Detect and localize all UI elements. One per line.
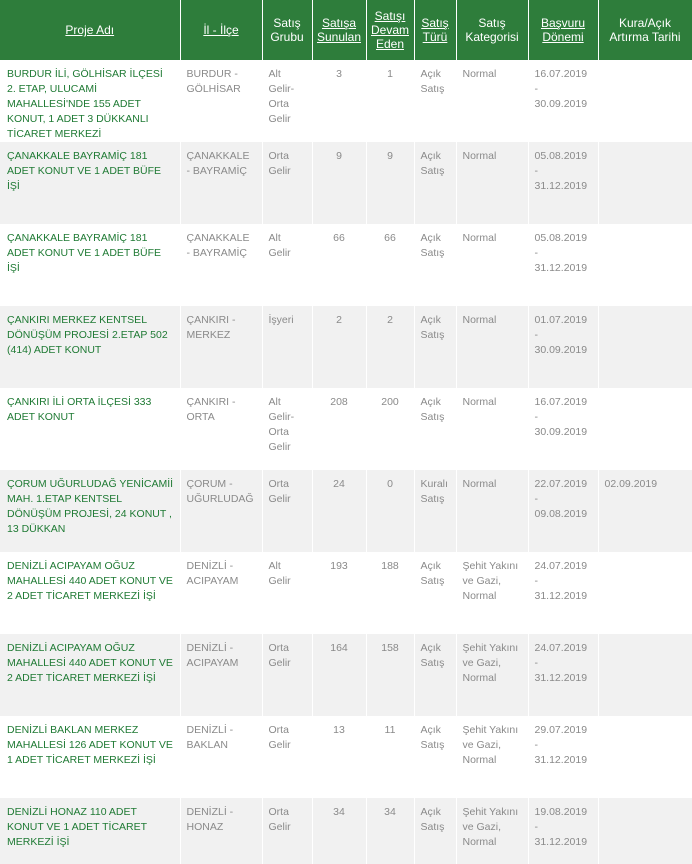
cell-category: Normal (456, 306, 528, 388)
cell-project[interactable]: ÇANKIRI MERKEZ KENTSEL DÖNÜŞÜM PROJESİ 2.ETAP 502 (414) ADET KONUT (0, 306, 180, 388)
cell-ongoing: 2 (366, 306, 414, 388)
cell-project[interactable]: ÇANKIRI İLİ ORTA İLÇESİ 333 ADET KONUT (0, 388, 180, 470)
cell-offered: 34 (312, 798, 366, 864)
cell-group: Orta Gelir (262, 716, 312, 798)
cell-type: Açık Satış (414, 142, 456, 224)
cell-group: Orta Gelir (262, 634, 312, 716)
cell-offered: 208 (312, 388, 366, 470)
cell-period: 24.07.2019 - 31.12.2019 (528, 552, 598, 634)
cell-province: ÇANAKKALE - BAYRAMİÇ (180, 224, 262, 306)
cell-project[interactable]: DENİZLİ ACIPAYAM OĞUZ MAHALLESİ 440 ADET KONUT VE 2 ADET TİCARET MERKEZİ İŞİ (0, 634, 180, 716)
cell-group: Alt Gelir-Orta Gelir (262, 60, 312, 142)
cell-category: Şehit Yakını ve Gazi, Normal (456, 798, 528, 864)
cell-category: Şehit Yakını ve Gazi, Normal (456, 716, 528, 798)
col-ongoing[interactable] (366, 0, 414, 60)
cell-lottery (598, 634, 692, 716)
cell-type: Açık Satış (414, 634, 456, 716)
col-sales-category (456, 0, 528, 60)
cell-ongoing: 9 (366, 142, 414, 224)
cell-category: Şehit Yakını ve Gazi, Normal (456, 634, 528, 716)
cell-category: Normal (456, 470, 528, 552)
cell-type: Açık Satış (414, 224, 456, 306)
cell-project[interactable]: ÇANAKKALE BAYRAMİÇ 181 ADET KONUT VE 1 ADET BÜFE İŞİ (0, 142, 180, 224)
cell-period: 05.08.2019 - 31.12.2019 (528, 224, 598, 306)
table-row[interactable] (0, 142, 692, 224)
cell-category: Şehit Yakını ve Gazi, Normal (456, 552, 528, 634)
cell-period: 29.07.2019 - 31.12.2019 (528, 716, 598, 798)
cell-offered: 193 (312, 552, 366, 634)
cell-offered: 13 (312, 716, 366, 798)
cell-lottery (598, 60, 692, 142)
cell-lottery (598, 224, 692, 306)
cell-ongoing: 34 (366, 798, 414, 864)
cell-lottery (598, 142, 692, 224)
cell-type: Açık Satış (414, 60, 456, 142)
col-sales-group (262, 0, 312, 60)
table-row[interactable] (0, 798, 692, 864)
cell-type: Kuralı Satış (414, 470, 456, 552)
cell-group: Orta Gelir (262, 798, 312, 864)
cell-type: Açık Satış (414, 388, 456, 470)
cell-type: Açık Satış (414, 798, 456, 864)
cell-ongoing: 200 (366, 388, 414, 470)
sort-link-ongoing[interactable]: Satışı Devam Eden (370, 9, 409, 51)
table-row[interactable] (0, 470, 692, 552)
cell-ongoing: 11 (366, 716, 414, 798)
cell-lottery (598, 716, 692, 798)
cell-province: DENİZLİ - HONAZ (180, 798, 262, 864)
sort-link-project[interactable]: Proje Adı (65, 23, 115, 37)
cell-period: 16.07.2019 - 30.09.2019 (528, 388, 598, 470)
cell-province: BURDUR - GÖLHİSAR (180, 60, 262, 142)
cell-lottery (598, 798, 692, 864)
cell-province: DENİZLİ - ACIPAYAM (180, 552, 262, 634)
cell-offered: 3 (312, 60, 366, 142)
cell-type: Açık Satış (414, 716, 456, 798)
cell-ongoing: 1 (366, 60, 414, 142)
header-label-lottery: Kura/Açık Artırma Tarihi (609, 16, 681, 44)
cell-ongoing: 158 (366, 634, 414, 716)
col-offered[interactable] (312, 0, 366, 60)
sort-link-offered[interactable]: Satışa Sunulan (316, 16, 362, 44)
table-row[interactable] (0, 60, 692, 142)
col-project-name[interactable] (0, 0, 180, 60)
cell-lottery (598, 552, 692, 634)
table-row[interactable] (0, 388, 692, 470)
cell-group: Orta Gelir (262, 470, 312, 552)
cell-group: Alt Gelir-Orta Gelir (262, 388, 312, 470)
header-label-category: Satış Kategorisi (465, 16, 519, 44)
cell-group: Alt Gelir (262, 224, 312, 306)
cell-ongoing: 188 (366, 552, 414, 634)
cell-offered: 9 (312, 142, 366, 224)
table-row[interactable] (0, 552, 692, 634)
table-row[interactable] (0, 224, 692, 306)
cell-project[interactable]: DENİZLİ ACIPAYAM OĞUZ MAHALLESİ 440 ADET KONUT VE 2 ADET TİCARET MERKEZİ İŞİ (0, 552, 180, 634)
cell-lottery (598, 388, 692, 470)
cell-period: 22.07.2019 - 09.08.2019 (528, 470, 598, 552)
cell-category: Normal (456, 60, 528, 142)
cell-category: Normal (456, 224, 528, 306)
cell-group: Alt Gelir (262, 552, 312, 634)
table-body (0, 60, 692, 864)
cell-province: ÇANKIRI - MERKEZ (180, 306, 262, 388)
cell-type: Açık Satış (414, 306, 456, 388)
table-header (0, 0, 692, 60)
cell-offered: 66 (312, 224, 366, 306)
cell-province: DENİZLİ - BAKLAN (180, 716, 262, 798)
cell-offered: 164 (312, 634, 366, 716)
cell-period: 16.07.2019 - 30.09.2019 (528, 60, 598, 142)
cell-offered: 2 (312, 306, 366, 388)
cell-project[interactable]: DENİZLİ HONAZ 110 ADET KONUT VE 1 ADET TİCARET MERKEZİ İŞİ (0, 798, 180, 864)
cell-category: Normal (456, 142, 528, 224)
cell-lottery: 02.09.2019 (598, 470, 692, 552)
cell-province: ÇORUM - UĞURLUDAĞ (180, 470, 262, 552)
cell-project[interactable]: DENİZLİ BAKLAN MERKEZ MAHALLESİ 126 ADET KONUT VE 1 ADET TİCARET MERKEZİ İŞİ (0, 716, 180, 798)
cell-province: ÇANKIRI - ORTA (180, 388, 262, 470)
cell-project[interactable]: ÇORUM UĞURLUDAĞ YENİCAMİİ MAH. 1.ETAP KENTSEL DÖNÜŞÜM PROJESİ, 24 KONUT , 13 DÜKKAN (0, 470, 180, 552)
header-label-group: Satış Grubu (270, 16, 304, 44)
cell-province: DENİZLİ - ACIPAYAM (180, 634, 262, 716)
col-application-period[interactable] (528, 0, 598, 60)
col-province[interactable] (180, 0, 262, 60)
sort-link-type[interactable]: Satış Türü (421, 16, 449, 44)
cell-period: 01.07.2019 - 30.09.2019 (528, 306, 598, 388)
col-sales-type[interactable] (414, 0, 456, 60)
cell-project[interactable]: ÇANAKKALE BAYRAMİÇ 181 ADET KONUT VE 1 ADET BÜFE İŞİ (0, 224, 180, 306)
sort-link-province[interactable]: İl - İlçe (203, 23, 239, 37)
cell-group: İşyeri (262, 306, 312, 388)
sort-link-period[interactable]: Başvuru Dönemi (540, 16, 586, 44)
cell-ongoing: 0 (366, 470, 414, 552)
cell-project[interactable]: BURDUR İLİ, GÖLHİSAR İLÇESİ 2. ETAP, ULUCAMİ MAHALLESİ'NDE 155 ADET KONUT, 1 ADET 3 DÜKKANLI TİCARET MERKEZİ (0, 60, 180, 142)
table-row[interactable] (0, 306, 692, 388)
cell-period: 19.08.2019 - 31.12.2019 (528, 798, 598, 864)
cell-group: Orta Gelir (262, 142, 312, 224)
cell-lottery (598, 306, 692, 388)
table-row[interactable] (0, 716, 692, 798)
cell-province: ÇANAKKALE - BAYRAMİÇ (180, 142, 262, 224)
cell-ongoing: 66 (366, 224, 414, 306)
cell-category: Normal (456, 388, 528, 470)
cell-period: 24.07.2019 - 31.12.2019 (528, 634, 598, 716)
cell-offered: 24 (312, 470, 366, 552)
col-lottery-date (598, 0, 692, 60)
cell-type: Açık Satış (414, 552, 456, 634)
table-row[interactable] (0, 634, 692, 716)
cell-period: 05.08.2019 - 31.12.2019 (528, 142, 598, 224)
